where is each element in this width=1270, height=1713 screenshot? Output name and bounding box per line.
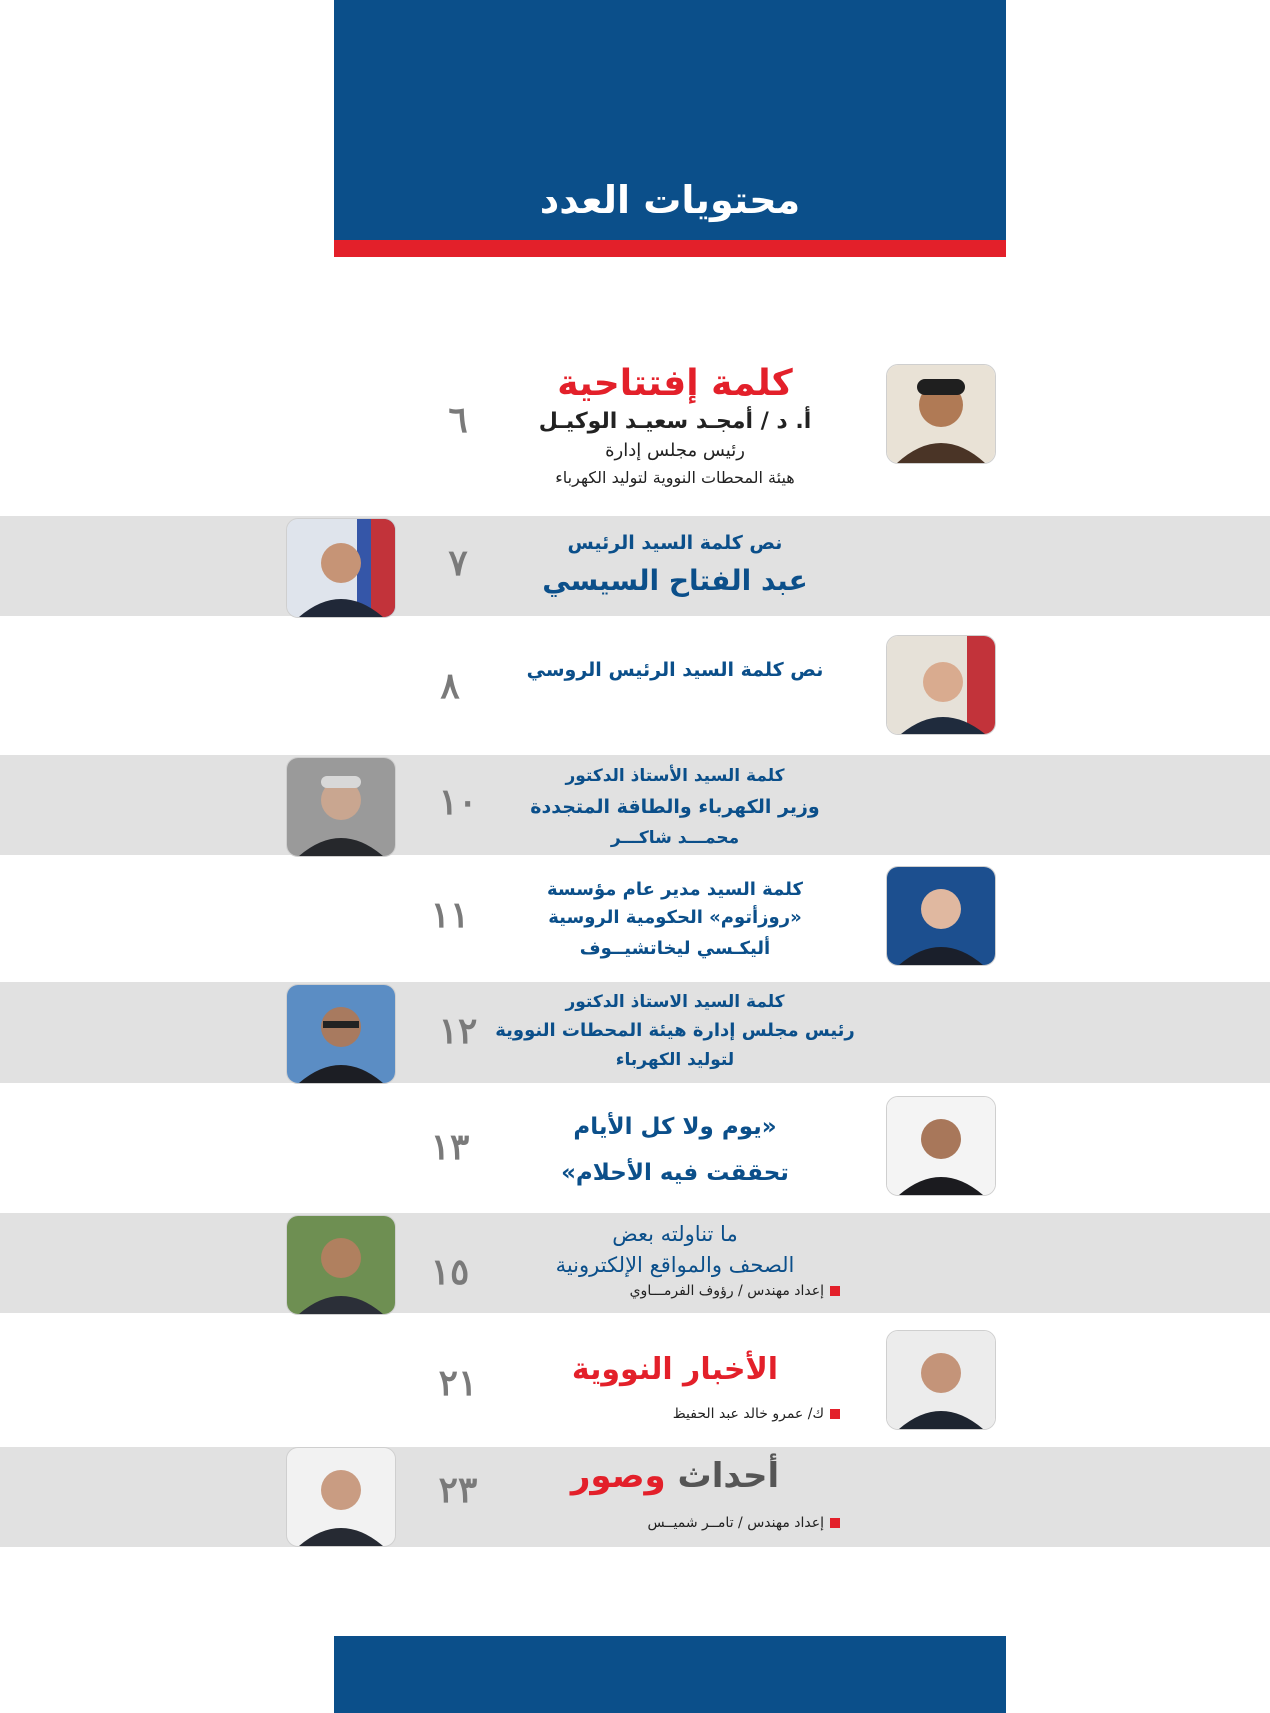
entry-credit [540,1283,840,1299]
entry-title [495,1453,855,1499]
toc-entry[interactable] [0,1314,1270,1446]
toc-entry[interactable] [0,856,1270,981]
page-number: ٧ [448,542,468,584]
portrait-photo [286,757,396,857]
toc-entry[interactable] [0,1084,1270,1212]
entry-line: نص كلمة السيد الرئيس [567,532,783,554]
entry-line: ما تناولته بعض [612,1222,738,1246]
entry-line: تحققت فيه الأحلام» [561,1160,789,1186]
page-number: ٨ [440,665,460,707]
entry-author-name: أ. د / أمجـد سعيـد الوكيـل [538,409,812,434]
credit-text: ك/ عمرو خالد عبد الحفيظ [672,1406,824,1422]
entry-text [495,526,855,602]
entry-credit [540,1406,840,1422]
entry-credit [540,1515,840,1531]
toc-entry[interactable] [0,516,1270,616]
entry-text [495,876,855,966]
entry-line: «يوم ولا كل الأيام [573,1114,777,1140]
portrait-photo [886,635,996,735]
entry-kicker: كلمة إفتتاحية [557,363,793,404]
entry-text [495,988,855,1074]
entry-text [495,1348,855,1392]
portrait-photo [886,364,996,464]
entry-line: «روزأتوم» الحكومية الروسية [548,907,802,928]
page-number: ١٢ [438,1010,478,1052]
page-number: ١٣ [430,1126,470,1168]
portrait-photo [886,1096,996,1196]
entry-line: كلمة السيد مدير عام مؤسسة [547,879,803,900]
toc-entry[interactable] [0,982,1270,1083]
entry-text [495,1453,855,1499]
page-number: ١٥ [430,1251,470,1293]
entry-line: وزير الكهرباء والطاقة المتجددة [530,796,820,818]
portrait-photo [286,1447,396,1547]
page-number: ٦ [448,399,468,441]
bullet-square-icon [830,1409,840,1419]
page-number: ١٠ [438,781,478,823]
portrait-photo [286,518,396,618]
credit-text: إعداد مهندس / رؤوف الفرمـــاوي [629,1283,824,1299]
entry-line: محمـــد شاكـــر [610,828,740,848]
page-number: ١١ [430,894,470,936]
toc-entry[interactable] [0,1447,1270,1547]
entry-text [495,361,855,491]
portrait-photo [886,866,996,966]
entry-line: كلمة السيد الأستاذ الدكتور [565,766,785,786]
page-number: ٢٣ [438,1469,478,1511]
portrait-photo [886,1330,996,1430]
entry-line: هيئة المحطات النووية لتوليد الكهرباء [555,468,795,487]
entry-title: الأخبار النووية [571,1352,779,1387]
credit-text: إعداد مهندس / تامــر شميــس [647,1515,824,1531]
footer-banner [334,1636,1006,1713]
portrait-photo [286,1215,396,1315]
toc-entry-editorial[interactable] [0,355,1270,515]
toc-entry[interactable] [0,1213,1270,1313]
header-banner [334,0,1006,240]
entry-text [495,1104,855,1196]
portrait-photo [286,984,396,1084]
entry-line: لتوليد الكهرباء [615,1050,735,1070]
page-title: محتويات العدد [539,178,801,222]
header-red-stripe [334,240,1006,257]
entry-line: الصحف والمواقع الإلكترونية [555,1253,795,1277]
bullet-square-icon [830,1518,840,1528]
entry-line: أليكـسي ليخاتشيــوف [579,938,771,959]
entry-line: رئيس مجلس إدارة هيئة المحطات النووية [495,1020,855,1041]
entry-line: عبد الفتاح السيسي [542,564,808,597]
title-part: وصور [570,1456,666,1496]
entry-line: كلمة السيد الاستاذ الدكتور [565,992,785,1012]
title-part: أحداث [677,1456,780,1496]
entry-text [495,1219,855,1281]
entry-text [495,761,855,853]
entry-text [495,653,855,687]
bullet-square-icon [830,1286,840,1296]
entry-line: رئيس مجلس إدارة [605,440,745,461]
entry-line: نص كلمة السيد الرئيس الروسي [526,659,824,681]
page-number: ٢١ [438,1362,478,1404]
toc-entry[interactable] [0,755,1270,855]
toc-entry[interactable] [0,617,1270,754]
